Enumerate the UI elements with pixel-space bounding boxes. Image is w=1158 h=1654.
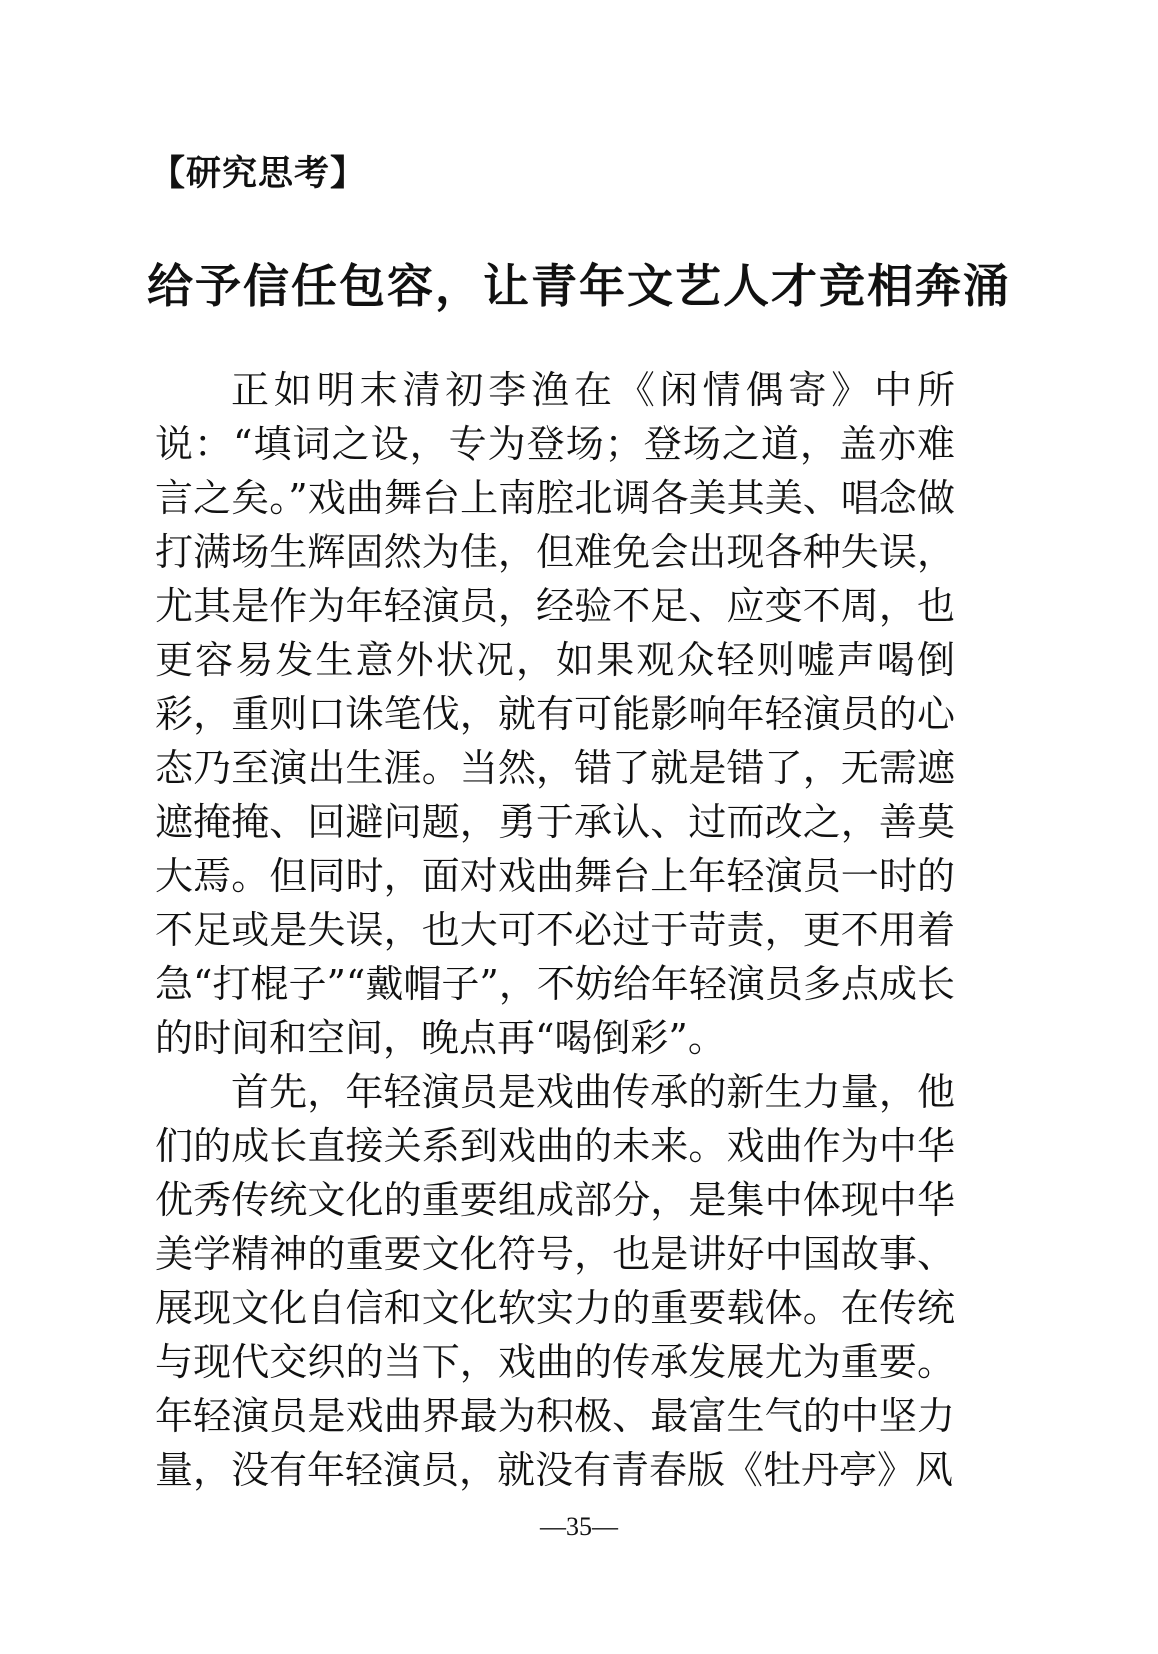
paragraph: 首先，年轻演员是戏曲传承的新生力量，他们的成长直接关系到戏曲的未来。戏曲作为中华优秀传统文化的重要组成部分，是集中体现中华美学精神的重要文化符号，也是讲好中国故事、展现文化自信和文化软实力的重要载体。在传统与现代交织的当下，戏曲的传承发展尤为重要。年轻演员是戏曲界最为积极、最富生气的中坚力量，没有年轻演员，就没有青春版《牡丹亭》风 [155,1070,955,1492]
paragraph: 正如明末清初李渔在《闲情偶寄》中所说：“填词之设，专为登场；登场之道，盖亦难言之矣。”戏曲舞台上南腔北调各美其美、唱念做打满场生辉固然为佳，但难免会出现各种失误，尤其是作为年轻演员，经验不足、应变不周，也更容易发生意外状况，如果观众轻则嘘声喝倒彩，重则口诛笔伐，就有可能影响年轻演员的心态乃至演出生涯。当然，错了就是错了，无需遮遮掩掩、回避问题，勇于承认、过而改之，善莫大焉。但同时，面对戏曲舞台上年轻演员一时的不足或是失误，也大可不必过于苛责，更不用着急“打棍子”“戴帽子”，不妨给年轻演员多点成长的时间和空间，晚点再“喝倒彩”。 [155,368,955,1060]
page-number: —35— [540,1512,618,1541]
article-body [155,363,955,1497]
section-tag: 【研究思考】 [150,154,367,194]
article-title: 给予信任包容，让青年文艺人才竞相奔涌 [147,259,1011,313]
